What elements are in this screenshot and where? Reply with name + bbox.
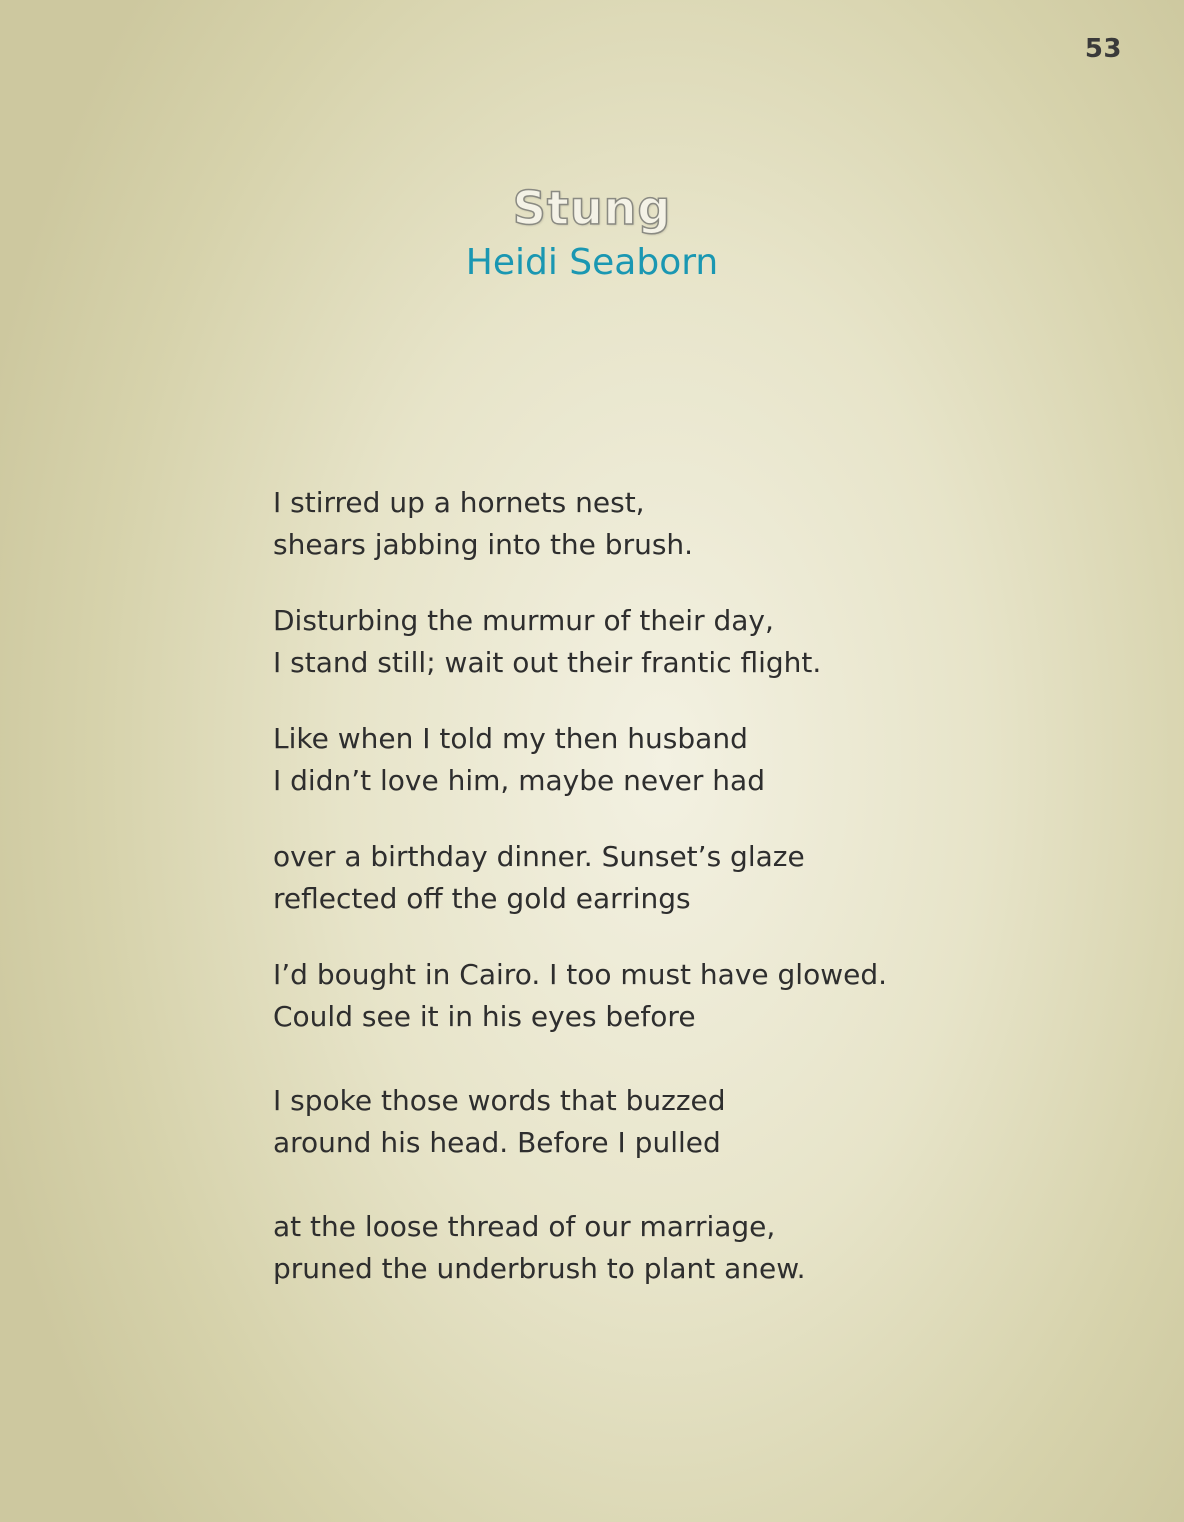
stanza [273, 1206, 1073, 1290]
poem-header [0, 178, 1184, 286]
stanza [273, 600, 1073, 684]
poem-line: pruned the underbrush to plant anew. [273, 1252, 806, 1285]
poem-body [273, 482, 1073, 1324]
poem-line: I stirred up a hornets nest, [273, 486, 645, 519]
poem-line: Like when I told my then husband [273, 722, 748, 755]
poem-title: Stung [512, 181, 672, 235]
stanza [273, 836, 1073, 920]
poem-line: Could see it in his eyes before [273, 1000, 696, 1033]
stanza [273, 482, 1073, 566]
poem-line: around his head. Before I pulled [273, 1126, 721, 1159]
poem-line: Disturbing the murmur of their day, [273, 604, 774, 637]
poem-line: I stand still; wait out their frantic flight. [273, 646, 822, 679]
stanza [273, 954, 1073, 1038]
stanza [273, 1080, 1073, 1164]
poem-line: reflected off the gold earrings [273, 882, 691, 915]
stanza [273, 718, 1073, 802]
poem-line: I didn’t love him, maybe never had [273, 764, 765, 797]
poem-author: Heidi Seaborn [465, 242, 719, 283]
poem-line: shears jabbing into the brush. [273, 528, 694, 561]
poem-line: I’d bought in Cairo. I too must have glowed. [273, 958, 888, 991]
poem-line: I spoke those words that buzzed [273, 1084, 726, 1117]
page-number: 53 [1084, 34, 1122, 64]
poem-line: over a birthday dinner. Sunset’s glaze [273, 840, 805, 873]
poem-line: at the loose thread of our marriage, [273, 1210, 776, 1243]
